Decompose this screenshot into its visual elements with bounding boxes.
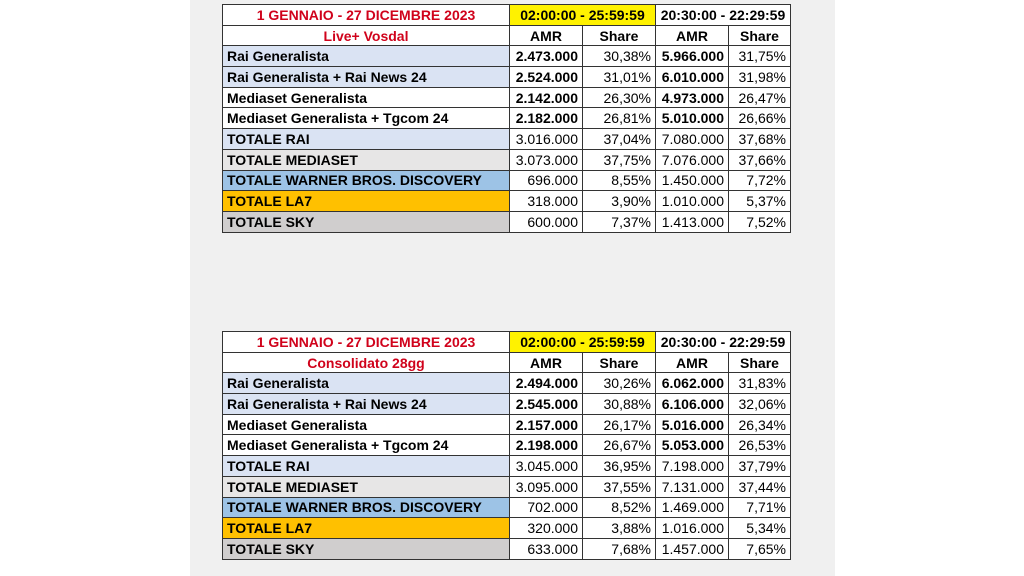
- table-row: [223, 435, 791, 456]
- share-prime-time-value: 37,79%: [729, 456, 791, 477]
- share-all-day-value: 3,88%: [583, 518, 656, 539]
- amr-all-day-value: 3.016.000: [510, 129, 583, 150]
- share-all-day-value: 30,38%: [583, 46, 656, 67]
- table-header-row: [223, 332, 791, 353]
- time-slot-prime-time: 20:30:00 - 22:29:59: [656, 5, 791, 26]
- amr-prime-time-value: 7.131.000: [656, 476, 729, 497]
- share-prime-time-value: 32,06%: [729, 394, 791, 415]
- share-prime-time-value: 31,83%: [729, 373, 791, 394]
- amr-prime-time-value: 1.413.000: [656, 211, 729, 232]
- table-row: [223, 149, 791, 170]
- row-label: TOTALE LA7: [223, 518, 510, 539]
- row-label: Rai Generalista: [223, 46, 510, 67]
- share-all-day-value: 30,26%: [583, 373, 656, 394]
- column-header-share: Share: [729, 25, 791, 46]
- share-all-day-value: 37,04%: [583, 129, 656, 150]
- share-prime-time-value: 37,44%: [729, 476, 791, 497]
- table-title-dates: 1 GENNAIO - 27 DICEMBRE 2023: [223, 332, 510, 353]
- amr-prime-time-value: 5.053.000: [656, 435, 729, 456]
- share-all-day-value: 7,37%: [583, 211, 656, 232]
- table-row: [223, 211, 791, 232]
- row-label: TOTALE WARNER BROS. DISCOVERY: [223, 170, 510, 191]
- row-label: Mediaset Generalista: [223, 414, 510, 435]
- column-header-share: Share: [583, 352, 656, 373]
- table-subheader-row: [223, 25, 791, 46]
- table-row: [223, 67, 791, 88]
- column-header-amr: AMR: [510, 352, 583, 373]
- table-row: [223, 394, 791, 415]
- row-label: Mediaset Generalista + Tgcom 24: [223, 435, 510, 456]
- share-prime-time-value: 7,72%: [729, 170, 791, 191]
- time-slot-prime-time: 20:30:00 - 22:29:59: [656, 332, 791, 353]
- amr-all-day-value: 2.473.000: [510, 46, 583, 67]
- share-all-day-value: 31,01%: [583, 67, 656, 88]
- share-prime-time-value: 26,53%: [729, 435, 791, 456]
- amr-prime-time-value: 7.076.000: [656, 149, 729, 170]
- table-title-method: Live+ Vosdal: [223, 25, 510, 46]
- share-prime-time-value: 31,75%: [729, 46, 791, 67]
- column-header-amr: AMR: [510, 25, 583, 46]
- table-row: [223, 414, 791, 435]
- table-title-dates: 1 GENNAIO - 27 DICEMBRE 2023: [223, 5, 510, 26]
- table-row: [223, 46, 791, 67]
- amr-all-day-value: 320.000: [510, 518, 583, 539]
- row-label: TOTALE WARNER BROS. DISCOVERY: [223, 497, 510, 518]
- share-all-day-value: 8,52%: [583, 497, 656, 518]
- amr-prime-time-value: 1.016.000: [656, 518, 729, 539]
- time-slot-all-day: 02:00:00 - 25:59:59: [510, 332, 656, 353]
- ratings-table-consolidato-28gg: [222, 331, 791, 560]
- amr-prime-time-value: 1.010.000: [656, 191, 729, 212]
- amr-all-day-value: 702.000: [510, 497, 583, 518]
- amr-all-day-value: 2.182.000: [510, 108, 583, 129]
- amr-all-day-value: 2.524.000: [510, 67, 583, 88]
- share-all-day-value: 3,90%: [583, 191, 656, 212]
- ratings-table-live-vosdal: [222, 4, 791, 233]
- share-prime-time-value: 26,47%: [729, 87, 791, 108]
- amr-prime-time-value: 1.469.000: [656, 497, 729, 518]
- row-label: TOTALE RAI: [223, 129, 510, 150]
- amr-prime-time-value: 5.016.000: [656, 414, 729, 435]
- table-header-row: [223, 5, 791, 26]
- table-row: [223, 108, 791, 129]
- table-row: [223, 538, 791, 559]
- column-header-share: Share: [583, 25, 656, 46]
- table-row: [223, 518, 791, 539]
- row-label: TOTALE MEDIASET: [223, 149, 510, 170]
- share-prime-time-value: 7,71%: [729, 497, 791, 518]
- amr-all-day-value: 3.073.000: [510, 149, 583, 170]
- share-prime-time-value: 26,66%: [729, 108, 791, 129]
- row-label: TOTALE SKY: [223, 538, 510, 559]
- share-all-day-value: 30,88%: [583, 394, 656, 415]
- row-label: Rai Generalista + Rai News 24: [223, 67, 510, 88]
- amr-all-day-value: 696.000: [510, 170, 583, 191]
- amr-all-day-value: 2.198.000: [510, 435, 583, 456]
- amr-prime-time-value: 6.010.000: [656, 67, 729, 88]
- time-slot-all-day: 02:00:00 - 25:59:59: [510, 5, 656, 26]
- row-label: Rai Generalista: [223, 373, 510, 394]
- share-all-day-value: 8,55%: [583, 170, 656, 191]
- share-prime-time-value: 5,34%: [729, 518, 791, 539]
- share-all-day-value: 36,95%: [583, 456, 656, 477]
- row-label: TOTALE SKY: [223, 211, 510, 232]
- table-title-method: Consolidato 28gg: [223, 352, 510, 373]
- amr-all-day-value: 3.095.000: [510, 476, 583, 497]
- amr-all-day-value: 600.000: [510, 211, 583, 232]
- amr-prime-time-value: 6.062.000: [656, 373, 729, 394]
- amr-prime-time-value: 1.457.000: [656, 538, 729, 559]
- column-header-amr: AMR: [656, 352, 729, 373]
- share-prime-time-value: 37,66%: [729, 149, 791, 170]
- amr-prime-time-value: 7.198.000: [656, 456, 729, 477]
- row-label: Rai Generalista + Rai News 24: [223, 394, 510, 415]
- amr-prime-time-value: 7.080.000: [656, 129, 729, 150]
- table-row: [223, 497, 791, 518]
- row-label: Mediaset Generalista: [223, 87, 510, 108]
- share-prime-time-value: 7,52%: [729, 211, 791, 232]
- share-all-day-value: 37,75%: [583, 149, 656, 170]
- share-prime-time-value: 26,34%: [729, 414, 791, 435]
- table-subheader-row: [223, 352, 791, 373]
- share-all-day-value: 7,68%: [583, 538, 656, 559]
- table-row: [223, 170, 791, 191]
- share-prime-time-value: 7,65%: [729, 538, 791, 559]
- table-row: [223, 476, 791, 497]
- column-header-share: Share: [729, 352, 791, 373]
- share-all-day-value: 26,30%: [583, 87, 656, 108]
- table-row: [223, 373, 791, 394]
- amr-all-day-value: 318.000: [510, 191, 583, 212]
- table-row: [223, 87, 791, 108]
- share-prime-time-value: 5,37%: [729, 191, 791, 212]
- amr-all-day-value: 2.494.000: [510, 373, 583, 394]
- amr-all-day-value: 2.157.000: [510, 414, 583, 435]
- amr-all-day-value: 633.000: [510, 538, 583, 559]
- amr-all-day-value: 2.142.000: [510, 87, 583, 108]
- row-label: TOTALE MEDIASET: [223, 476, 510, 497]
- table-row: [223, 191, 791, 212]
- table-row: [223, 456, 791, 477]
- share-all-day-value: 26,67%: [583, 435, 656, 456]
- amr-all-day-value: 2.545.000: [510, 394, 583, 415]
- row-label: Mediaset Generalista + Tgcom 24: [223, 108, 510, 129]
- row-label: TOTALE LA7: [223, 191, 510, 212]
- amr-prime-time-value: 1.450.000: [656, 170, 729, 191]
- amr-prime-time-value: 5.010.000: [656, 108, 729, 129]
- amr-prime-time-value: 4.973.000: [656, 87, 729, 108]
- share-prime-time-value: 37,68%: [729, 129, 791, 150]
- column-header-amr: AMR: [656, 25, 729, 46]
- amr-all-day-value: 3.045.000: [510, 456, 583, 477]
- share-prime-time-value: 31,98%: [729, 67, 791, 88]
- amr-prime-time-value: 5.966.000: [656, 46, 729, 67]
- table-row: [223, 129, 791, 150]
- amr-prime-time-value: 6.106.000: [656, 394, 729, 415]
- share-all-day-value: 26,81%: [583, 108, 656, 129]
- share-all-day-value: 26,17%: [583, 414, 656, 435]
- share-all-day-value: 37,55%: [583, 476, 656, 497]
- row-label: TOTALE RAI: [223, 456, 510, 477]
